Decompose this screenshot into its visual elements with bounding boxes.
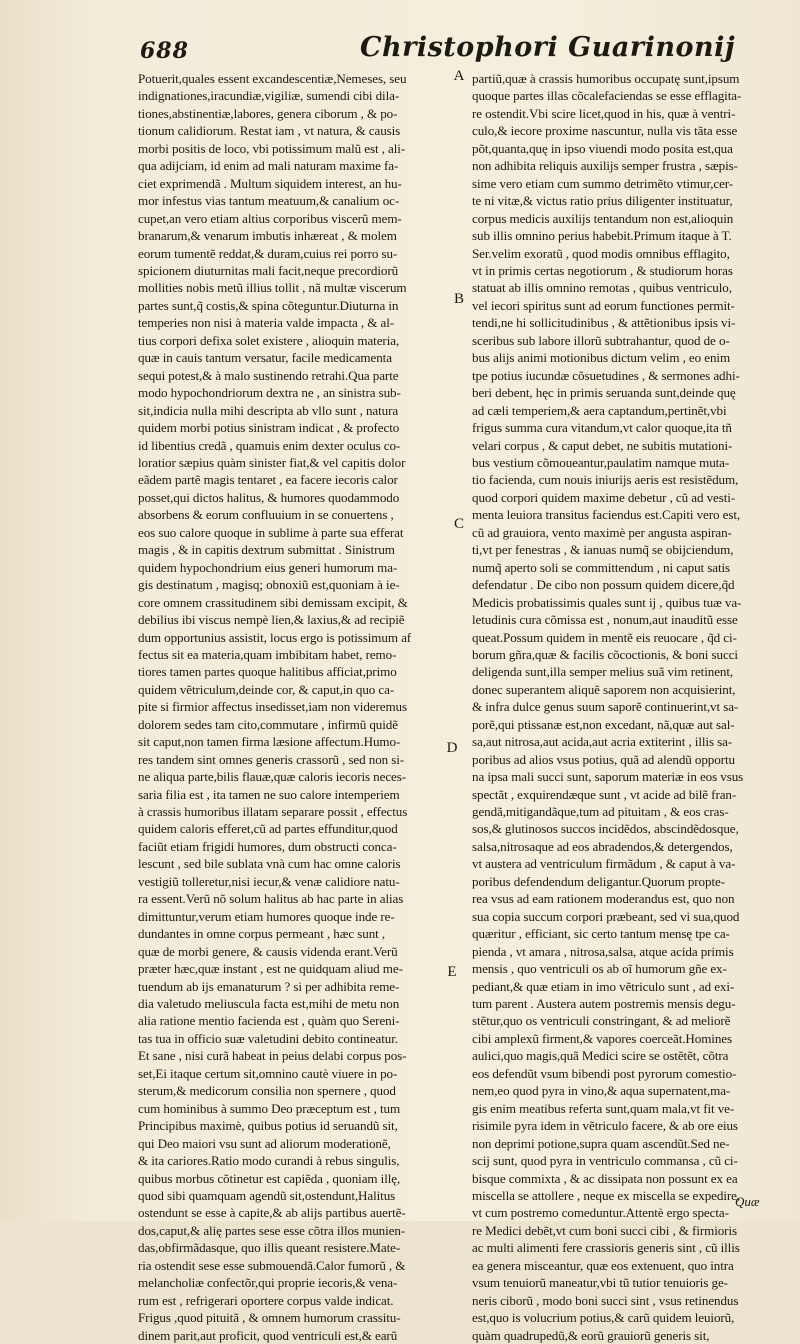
text-line: poribus defendendum deligantur.Quorum propte- [472, 873, 725, 889]
text-line: pite si firmior affectus insedisset,iam non videremus [138, 699, 408, 715]
margin-letter-a: A [453, 68, 465, 84]
text-line: borum gñra,quæ & facilis cõcoctionis, & boni succi [472, 646, 738, 662]
text-line: quæ in cauis tantum versatur, facile medicamenta [138, 350, 392, 366]
text-line: ostendunt se esse à capite,& ab alijs partibus auertẽ- [138, 1205, 406, 1221]
text-line: culo,& iecore proxime nascuntur, nulla vis tãta esse [472, 123, 738, 139]
margin-letter-c: C [453, 516, 464, 532]
text-line: tiores tamen partes quoque halitibus afficiat,primo [138, 664, 397, 680]
text-line: partiũ,quæ à crassis humoribus occupatę sunt,ipsum [472, 71, 740, 86]
text-line: gis destinatum , magisq; obnoxiũ est,quoniam à ie- [138, 577, 400, 593]
text-line: quæ de morbi genere, & causis videnda erant.Verũ [138, 943, 398, 959]
text-line: quoque partes illas cõcalefaciendas se esse efflagita- [472, 88, 742, 104]
text-line: vt in primis certas negotiorum , & studiorum horas [472, 262, 733, 278]
text-line: quidem morbi potius sinistram indicat , & profecto [138, 420, 400, 436]
text-line: sos,& glutinosos succos incidẽdos, abscindẽdosque, [472, 821, 739, 837]
margin-letter-d: D [446, 740, 458, 756]
text-line: partes sunt,q̃ costis,& spina cõteguntur.Diuturna in [138, 297, 399, 313]
text-line: melancholiæ confectõr,qui proprie iecoris,& vena- [138, 1275, 398, 1291]
text-line: scij sunt, quod pyra in ventriculo commansa , cũ ci- [472, 1153, 738, 1169]
text-line: core omnem crassitudinem sibi demissam excipit, & [138, 594, 408, 610]
text-line: re Medici debẽt,vt cum boni succi cibi , & firmioris [472, 1222, 737, 1238]
text-line: quidem hypochondrium eius generi humorum ma- [138, 559, 398, 575]
text-line: das,obfirmãdasque, quo illis queant resistere.Mate- [138, 1240, 401, 1256]
text-line: lescunt , sed bile sublata vnà cum hac omne caloris [138, 856, 401, 872]
text-line: dolorem sedes tam cito,commutare , infirmũ quidẽ [138, 716, 398, 732]
text-line: vestigiũ tolleretur,nisi iecur,& venæ calidiore natu- [138, 873, 400, 889]
text-line: rea vsus ad eam rationem moderandus est, quo non [472, 891, 735, 907]
text-line: & ita cariores.Ratio modo curandi à rebus singulis, [138, 1153, 400, 1169]
text-line: sa,aut nitrosa,aut acida,aut acria extiterint , illis sa- [472, 734, 733, 750]
text-line: Et sane , nisi curã habeat in peius delabi corpus pos- [138, 1048, 407, 1064]
catchword: Quæ [735, 1194, 760, 1209]
text-line: re ostendit.Vbi scire licet,quod in his, quæ à ventri- [472, 105, 736, 121]
text-line: dum opportunius assistit, locus ergo is potissimum af [138, 629, 412, 645]
text-line: te ni vitæ,& victus ratio prius diligenter instituatur, [472, 193, 733, 209]
text-line: tionum calidiorum. Restat iam , vt natura, & causis [138, 123, 401, 139]
text-line: id libentius credã , quamuis enim dexter oculus co- [138, 437, 401, 453]
text-line: letudinis cura cõmissa est , nonum,aut inauditũ esse [472, 612, 738, 628]
text-line: ciet exprimendã . Multum siquidem interest, an hu- [138, 175, 402, 191]
text-line: queat.Possum quidem in mentẽ eis reuocare , q̃d ci- [472, 629, 737, 645]
text-line: rum est , refrigerari oportere corpus valde indicat. [138, 1292, 394, 1308]
text-line: præter hæc,quæ instant , est ne quidquam aliud me- [138, 961, 403, 977]
text-line: eos suo calore quoque in sublime à parte sua efferat [138, 524, 404, 540]
text-line: faciũt etiam frigidi humores, dum obstructi conca- [138, 838, 397, 854]
text-line: velari corpus , & caput debet, ne subitis mutationi- [472, 437, 733, 453]
text-line: pediant,& quæ etiam in imo vẽtriculo sunt , ad exi- [472, 978, 735, 994]
text-line: ne aliqua parte,bilis flauæ,quæ caloris iecoris neces- [138, 769, 407, 785]
text-line: posset,qui dictos halitus, & humores quodammodo [138, 489, 400, 505]
text-line: bisque commixta , & ac dissipata non possunt ex ea [472, 1170, 738, 1186]
text-line: set,Ei itaque certum sit,omnino cautè viuere in po- [138, 1065, 398, 1081]
text-line: sub illis omnino perius habebit.Primum itaque à T. [472, 228, 732, 244]
text-line: quàm quadrupedũ,& eorũ grauiorũ generis sit, [472, 1327, 710, 1343]
text-line: bus vestium cõmoueantur,paulatim namque muta- [472, 454, 730, 470]
text-line: indignationes,iracundiæ,vigiliæ, sumendi cibi dila- [138, 88, 400, 104]
text-line: Ser.velim exoratũ , quod modis omnibus efflagito, [472, 245, 730, 261]
text-line: dia valetudo meliuscula facta est,mihi de metu non [138, 996, 400, 1012]
text-line: numq̃ aperto soli se committendum , ni caput satis [472, 559, 731, 575]
text-line: Medicis probatissimis quales sunt ij , quibus tuæ va- [472, 594, 742, 610]
right-column [472, 70, 790, 1344]
text-line: gendã,mitigandãque,tum ad pituitam , & eos cras- [472, 804, 729, 820]
text-line: dundantes in omne corpus permeant , hæc sunt , [138, 926, 386, 942]
text-line: quibus morbus cõtinetur est capiẽda , quoniam illę, [138, 1170, 401, 1186]
text-line: ra essent.Verũ nõ solum halitus ab hac parte in alias [138, 891, 404, 907]
text-line: menta leuiora transitus faciendus est.Capiti vero est, [472, 507, 741, 523]
text-line: nem,eo quod pyra in vino,& aqua supernatent,ma- [472, 1083, 731, 1099]
text-line: vt austera ad ventriculum firmãdum , & caput à va- [472, 856, 736, 872]
text-line: saria filia est , ita tamen ne suo calore intemperiem [138, 786, 400, 802]
text-line: Potuerit,quales essent excandescentiæ,Nemeses, seu [138, 71, 407, 86]
text-line: tpe potius iucundæ cõsuetudines , & sermones adhi- [472, 367, 740, 383]
text-line: alia ratione mentio facienda est , quàm quo Sereni- [138, 1013, 400, 1029]
text-line: ac multi alimenti fere crassioris generis sint , cũ illis [472, 1240, 740, 1256]
text-line: cum hominibus à summo Deo præceptum est , tum [138, 1100, 401, 1116]
text-line: qua adijciam, id enim ad mali naturam maxime fa- [138, 158, 399, 174]
text-line: vel iecori spiritus sunt ad eorum functiones permit- [472, 297, 735, 313]
text-line: donec superantem aliquẽ saporem non acquisierint, [472, 681, 736, 697]
page-header [140, 30, 780, 72]
text-line: dimittuntur,verum etiam humores quoque inde re- [138, 908, 395, 924]
text-line: eos defendũt vsum bibendi post pyrorum comestio- [472, 1065, 737, 1081]
text-line: sit caput,non tamen firma læsione affectum.Humo- [138, 734, 401, 750]
text-line: magis , & in capitis dextrum submittat . Sinistrum [138, 542, 395, 558]
text-line: tendi,ne hi sollicitudinibus , & attẽtionibus ipsis vi- [472, 315, 736, 331]
text-line: mollities nobis metũ illius tollit , nã multæ viscerum [138, 280, 407, 296]
text-line: sceribus sub labore illorũ subtrahantur, quod de o- [472, 332, 730, 348]
text-line: pienda , vt amara , nitrosa,salsa, atque acida primis [472, 943, 734, 959]
text-line: beri debent, hęc in primis seruanda sunt,deinde quę [472, 385, 736, 401]
margin-letter-b: B [453, 291, 464, 307]
margin-letter-e: E [447, 964, 457, 980]
text-line: frigus summa cura vitandum,vt calor quoque,ita tñ [472, 420, 732, 436]
text-line: qui Deo maiori vsu sunt ad aliorum moderationẽ, [138, 1135, 391, 1151]
text-line: dos,caput,& alię partes sese esse cõtra illos munien- [138, 1222, 406, 1238]
text-line: poribus ad alios vsus potius, quã ad alendũ opportu [472, 751, 735, 767]
text-line: stẽtur,quo os ventriculi constringant, & ad meliorẽ [472, 1013, 731, 1029]
text-line: vsum tenuiorũ maneatur,vbi tũ tutior tenuioris ge- [472, 1275, 728, 1291]
text-line: risimile pyra idem in vẽtriculo facere, & ab ore eius [472, 1118, 738, 1134]
text-line: & infra dulce genus suum saporẽ continuerint,vt sa- [472, 699, 739, 715]
text-line: defendatur . De cibo non possum quidem dicere,q̃d [472, 577, 735, 593]
text-line: dinem parit,aut proficit, quod ventriculi est,& earũ [138, 1327, 398, 1343]
text-line: mensis , quo ventriculi os ab oĩ humorum gñe ex- [472, 961, 727, 977]
text-line: tum parent . Austera autem postremis mensis degu- [472, 996, 736, 1012]
text-line: gis enim meatibus referta sunt,quam mala,vt fit ve- [472, 1100, 735, 1116]
text-line: est,quo is volucrium potius,& carũ quidem leuiorũ, [472, 1310, 735, 1326]
text-line: morbi positis de loco, vbi potissimum malũ est , ali- [138, 140, 406, 156]
text-line: sterum,& medicorum consilia non spernere , quod [138, 1083, 396, 1099]
text-line: põt,quanta,quę in ipso viuendi modo posita est,qua [472, 140, 733, 156]
text-line: absorbens & eorum confluuium in se conuertens , [138, 507, 394, 523]
text-line: vt cum postremo comeduntur.Attentè ergo specta- [472, 1205, 729, 1221]
text-line: ea genera misceantur, quæ eos extenuent, quo intra [472, 1257, 734, 1273]
text-line: corpus medicis auxilijs tentandum non est,alioquin [472, 210, 734, 226]
text-line: debilius ibi viscus nempè lien,& laxius,& ad recipiẽ [138, 612, 405, 628]
running-head: Christophori Guarinonij [360, 32, 736, 63]
text-line: cibi amplexũ firment,& vapores coerceãt.Homines [472, 1030, 732, 1046]
text-line: tiones,abstinentiæ,labores, genera ciborum , & po- [138, 105, 398, 121]
text-line: ad cæli temperiem,& aera captandum,pertinẽt,vbi [472, 402, 727, 418]
text-line: temperies non nisi à materia valde impacta , & al- [138, 315, 395, 331]
text-line: eorum tumentẽ reddat,& duram,cuius rei porro su- [138, 245, 398, 261]
left-column [138, 70, 453, 1344]
text-line: aulici,quo magis,quã Medici scire se ostẽtẽt, cõtra [472, 1048, 729, 1064]
text-line: fectus sit ea materia,quam imbibitam habet, remo- [138, 646, 397, 662]
text-line: res tandem sint omnes generis crassorũ , sed non si- [138, 751, 405, 767]
text-line: salsa,nitrosaque ad eos abradendos,& detergendos, [472, 838, 733, 854]
text-line: Frigus ,quod pituitã , & omnem humorum crassitu- [138, 1310, 401, 1326]
text-line: Principibus maximè, quibus potius id seruandũ sit, [138, 1118, 398, 1134]
text-line: quidem vẽtriculum,deinde cor, & caput,in quo ca- [138, 681, 395, 697]
text-line: deligenda sunt,illa semper melius suã vim retinent, [472, 664, 734, 680]
text-line: quæritur , efficiant, sic certo tantum mensę tpe ca- [472, 926, 730, 942]
text-line: quod sibi quamquam agendũ sit,ostendunt,Halitus [138, 1188, 396, 1203]
text-line: statuat ab illis omnino remotas , quibus ventriculo, [472, 280, 732, 296]
text-line: tas tua in officio suæ valetudini debito contineatur. [138, 1030, 398, 1046]
text-line: sequi potest,& à malo sustinendo retrahi.Qua parte [138, 367, 399, 383]
text-line: quod corpori quidem maxime debetur , cũ ad vesti- [472, 489, 736, 505]
text-line: ti,vt per fenestras , & ianuas numq̃ se obijciendum, [472, 542, 734, 558]
text-line: neris ciborũ , modo boni succi sint , vsus retinendus [472, 1292, 739, 1308]
text-line: na ipsa mali succi sunt, saporum materiæ in eos vsus [472, 769, 744, 785]
text-line: spicionem diuturnitas mali facit,neque precordiorũ [138, 262, 399, 278]
text-line: porẽ,qui ptissanæ est,non excedant, nã,quæ aut sal- [472, 716, 735, 732]
text-line: loratior sæpius quàm sinister fiat,& vel capitis dolor [138, 454, 406, 470]
text-line: modo hypochondriorum dextra ne , an sinistra sub- [138, 385, 401, 401]
text-line: sua copia succum corpori præbeant, sed vi sua,quod [472, 908, 740, 924]
text-line: miscella se attollere , neque ex miscella se expedire, [472, 1188, 740, 1203]
text-line: cũ ad grauiora, vento maximè per angusta aspiran- [472, 524, 732, 540]
page-number: 688 [140, 38, 189, 64]
text-line: tius corpori defixa solet existere , alioquin materia, [138, 332, 400, 348]
text-line: bus alijs animi motionibus dictum velim , eo enim [472, 350, 731, 366]
text-line: tio facienda, cum nouis iniurijs aeris est resistẽdum, [472, 472, 739, 488]
text-line: branarum,& venarum imbutis inhæreat , & molem [138, 228, 397, 244]
text-line: non adhibita reliquis auxilijs semper frustra , sæpis- [472, 158, 738, 174]
text-line: tuendum ab ijs emanaturum ? si per adhibita reme- [138, 978, 400, 994]
text-line: mor infestus vias tantum meatuum,& canalium oc- [138, 193, 400, 209]
text-line: quidem caloris efferet,cũ ad partes effunditur,quod [138, 821, 398, 837]
text-line: non deprimi potione,supra quam ascendũt.Sed ne- [472, 1135, 730, 1151]
text-line: spectãt , exquirendæque sunt , vt acide ad bilẽ fran- [472, 786, 737, 802]
text-line: sime vero etiam cum summo detrimẽto vtimur,cer- [472, 175, 734, 191]
text-line: sit,indicia nulla mihi descripta ab vllo sunt , natura [138, 402, 399, 418]
text-line: ria ostendit sese esse submouendã.Calor fumorũ , & [138, 1257, 406, 1273]
text-line: à crassis humoribus illatam separare possit , effectus [138, 804, 408, 820]
text-line: cupet,an vero etiam altius corporibus viscerũ mem- [138, 210, 402, 226]
text-line: eãdem partẽ magis tentaret , ea facere iecoris calor [138, 472, 398, 488]
